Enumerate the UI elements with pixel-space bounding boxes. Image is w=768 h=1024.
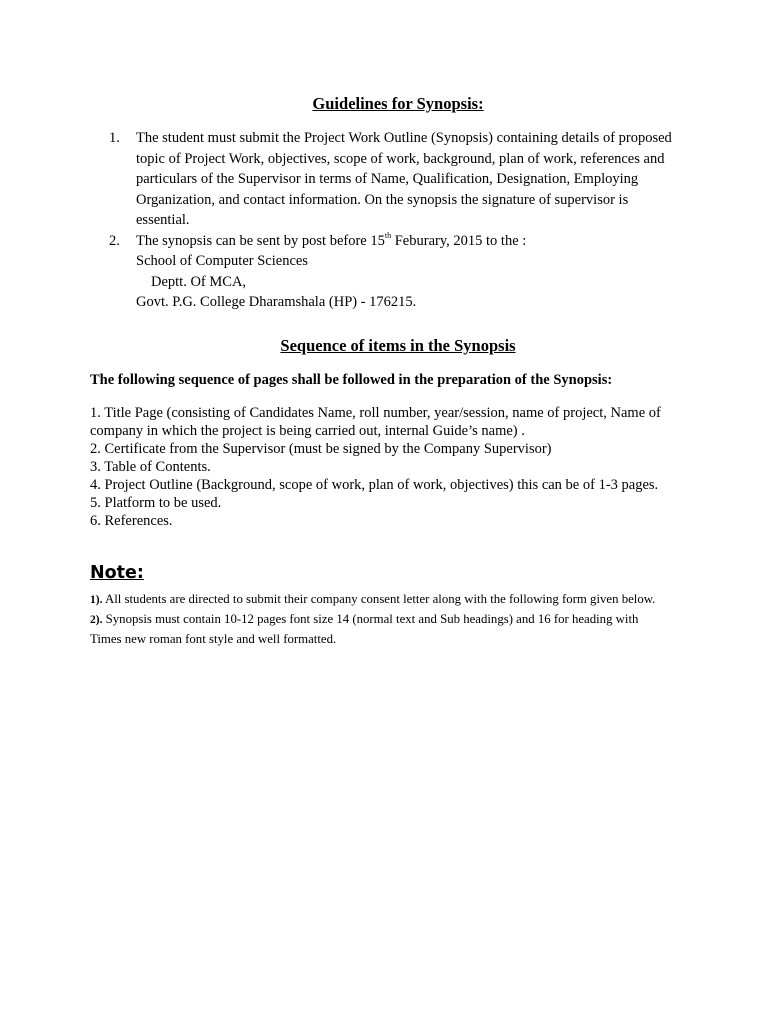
list-number: 2. bbox=[109, 232, 120, 249]
guidelines-list bbox=[109, 128, 709, 313]
note-heading: Note: bbox=[90, 563, 144, 583]
note-2 bbox=[90, 610, 710, 630]
note-label: 2). bbox=[90, 614, 103, 626]
sequence-line: company in which the project is being carried out, internal Guide’s name) . bbox=[90, 423, 525, 439]
sequence-line: 2. Certificate from the Supervisor (must be signed by the Company Supervisor) bbox=[90, 441, 552, 457]
text-line: essential. bbox=[136, 212, 190, 228]
text-before-date: The synopsis can be sent by post before 15 bbox=[136, 232, 385, 249]
sequence-line: 4. Project Outline (Background, scope of work, plan of work, objectives) this can be of 1-3 pages. bbox=[90, 477, 659, 493]
sequence-line: 3. Table of Contents. bbox=[90, 459, 211, 475]
sequence-intro: The following sequence of pages shall be followed in the preparation of the Synopsis: bbox=[90, 372, 613, 388]
list-number: 1. bbox=[109, 130, 120, 146]
date-superscript: th bbox=[384, 230, 392, 240]
note-text: All students are directed to submit their company consent letter along with the following form given below. bbox=[102, 592, 656, 606]
text-line: Organization, and contact information. On the synopsis the signature of supervisor is bbox=[136, 191, 629, 208]
text-line: The student must submit the Project Work Outline (Synopsis) containing details of proposed bbox=[136, 130, 672, 146]
guideline-item-2 bbox=[109, 231, 709, 313]
notes-block bbox=[90, 590, 710, 649]
guidelines-heading: Guidelines for Synopsis: bbox=[312, 94, 484, 113]
sequence-list bbox=[90, 404, 700, 530]
note-1 bbox=[90, 590, 710, 610]
sequence-heading: Sequence of items in the Synopsis bbox=[280, 336, 516, 355]
text-line bbox=[136, 231, 709, 252]
address-line: School of Computer Sciences bbox=[136, 253, 308, 269]
note-label: 1). bbox=[90, 594, 103, 606]
note-2-continued: Times new roman font style and well formatted. bbox=[90, 632, 337, 646]
sequence-line: 6. References. bbox=[90, 513, 173, 529]
address-line: Deptt. Of MCA, bbox=[151, 273, 247, 290]
sequence-line: 1. Title Page (consisting of Candidates Name, roll number, year/session, name of project, Name of bbox=[90, 405, 661, 421]
text-after-date: Feburary, 2015 to the : bbox=[391, 232, 527, 249]
text-line: particulars of the Supervisor in terms of Name, Qualification, Designation, Employing bbox=[136, 171, 639, 187]
guideline-item-1 bbox=[109, 128, 709, 231]
note-text: Synopsis must contain 10-12 pages font size 14 (normal text and Sub headings) and 16 for heading with bbox=[102, 612, 639, 626]
address-line: Govt. P.G. College Dharamshala (HP) - 176215. bbox=[136, 294, 417, 310]
sequence-line: 5. Platform to be used. bbox=[90, 495, 222, 511]
text-line: topic of Project Work, objectives, scope of work, background, plan of work, references and bbox=[136, 150, 665, 167]
